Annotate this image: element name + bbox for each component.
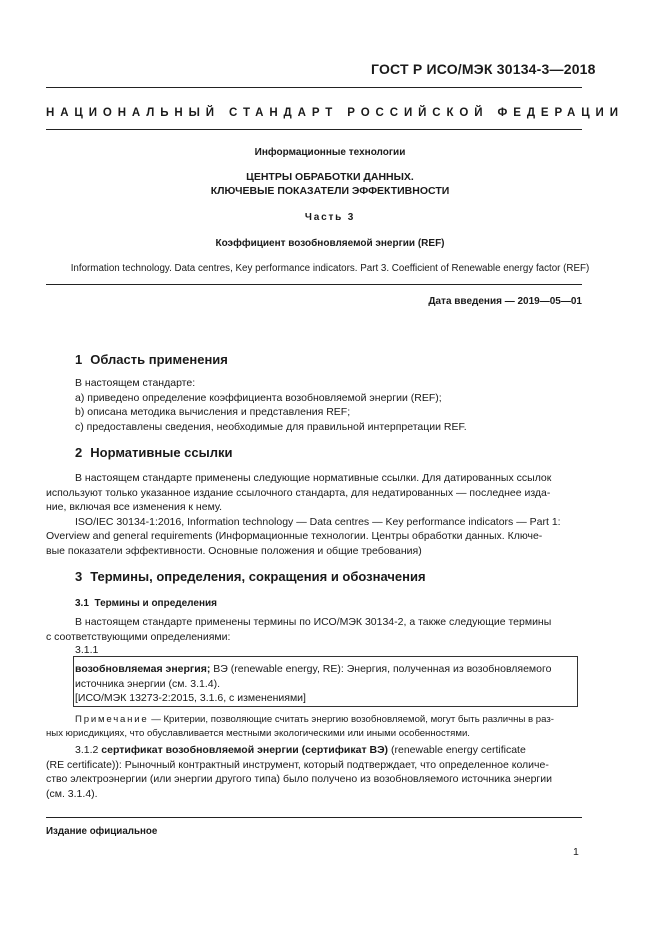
section-1-number: 1 [75,352,83,367]
section-3-heading [75,569,426,584]
term-3-1-1-definition-line2: источника энергии (см. 3.1.4). [75,677,221,690]
term-3-1-1-name: возобновляемая энергия; [75,663,211,675]
subsection-3-1-title: Термины и определения [94,598,217,609]
note-line-2: ных юрисдикциях, что обуславливается местными экологическими или иными особенностями. [46,727,470,739]
section-1-item-b: b) описана методика вычисления и представления REF; [75,406,351,419]
section-2-paragraph-1 [46,471,582,515]
note-line-1 [46,713,582,727]
part-label: Часть 3 [304,212,356,223]
section-3-paragraph [46,615,582,644]
section-2-title: Нормативные ссылки [90,445,233,460]
main-title-line1: ЦЕНТРЫ ОБРАБОТКИ ДАННЫХ. [246,171,414,183]
series-title: Информационные технологии [254,147,406,158]
header-rule-bottom [46,129,582,130]
section-2-heading [75,445,232,460]
term-3-1-2-english: (renewable energy certificate [388,744,526,756]
introduction-date: Дата введения — 2019—05—01 [428,296,582,307]
subsection-3-1-number: 3.1 [75,598,89,609]
page-number: 1 [573,846,579,858]
title-rule [46,284,582,285]
official-edition-label: Издание официальное [46,826,158,837]
term-3-1-1-abbr: ВЭ [210,663,228,675]
section-3-title: Термины, определения, сокращения и обозначения [90,569,426,584]
term-3-1-1-definition-line1 [75,662,551,677]
text-line: (RE certificate)): Рыночный контрактный инструмент, который подтверждает, что определенное количе- [46,758,549,771]
text-line: В настоящем стандарте применены термины по ИСО/МЭК 30134-2, а также следующие термины [75,616,552,628]
note-label: Примечание [75,714,149,725]
term-3-1-1-number: 3.1.1 [75,644,99,656]
footer-rule [46,817,582,818]
section-2-reference [46,515,582,559]
header-rule-top [46,87,582,88]
text-line: ISO/IEC 30134-1:2016, Information technology — Data centres — Key performance indicators — Part 1: [75,515,561,528]
term-3-1-2-name: сертификат возобновляемой энергии (сертификат ВЭ) [101,744,389,756]
section-1-item-c: c) предоставлены сведения, необходимые для правильной интерпретации REF. [75,420,467,433]
term-3-1-1-source: [ИСО/МЭК 13273-2:2015, 3.1.6, с изменениями] [75,692,306,705]
text-line: (см. 3.1.4). [46,787,98,800]
part-title: Коэффициент возобновляемой энергии (REF) [215,238,445,249]
main-title-line2: КЛЮЧЕВЫЕ ПОКАЗАТЕЛИ ЭФФЕКТИВНОСТИ [210,185,450,197]
national-standard-banner: НАЦИОНАЛЬНЫЙ СТАНДАРТ РОССИЙСКОЙ ФЕДЕРАЦИИ [46,107,624,119]
text-line: В настоящем стандарте применены следующие нормативные ссылки. Для датированных ссылок [75,472,552,484]
text-line: ние, включая все изменения к нему. [46,501,223,514]
text-line: Overview and general requirements (Информационные технологии. Центры обработки данных. Ключе- [46,530,543,543]
note [46,713,582,740]
text-line: вые показатели эффективности. Основные положения и общие требования) [46,544,422,557]
section-2-number: 2 [75,445,83,460]
text-line [46,743,582,758]
text-line: используют только указанное издание ссылочного стандарта, для недатированных — последнее изда- [46,486,551,499]
text-line: с соответствующими определениями: [46,630,231,643]
text-line: ство электроэнергии (или энергии другого типа) было получено из возобновляемого источника энергии [46,773,552,786]
term-3-1-2-number: 3.1.2 [75,744,99,756]
section-1-intro: В настоящем стандарте: [75,377,196,389]
document-code: ГОСТ Р ИСО/МЭК 30134-3—2018 [371,61,596,77]
section-1-item-a: а) приведено определение коэффициента возобновляемой энергии (REF); [75,391,442,404]
section-3-number: 3 [75,569,83,584]
section-1-title: Область применения [90,352,228,367]
subsection-3-1-heading [75,597,217,612]
note-text-1: — Критерии, позволяющие считать энергию возобновляемой, могут быть различны в раз- [148,714,554,725]
term-3-1-2-paragraph [46,743,582,801]
english-title: Information technology. Data centres, Key performance indicators. Part 3. Coefficient of Renewable energy factor (REF) [70,263,590,274]
term-3-1-1-def: (renewable energy, RE): Энергия, полученная из возобновляемого [227,663,552,675]
section-1-heading [75,352,228,367]
